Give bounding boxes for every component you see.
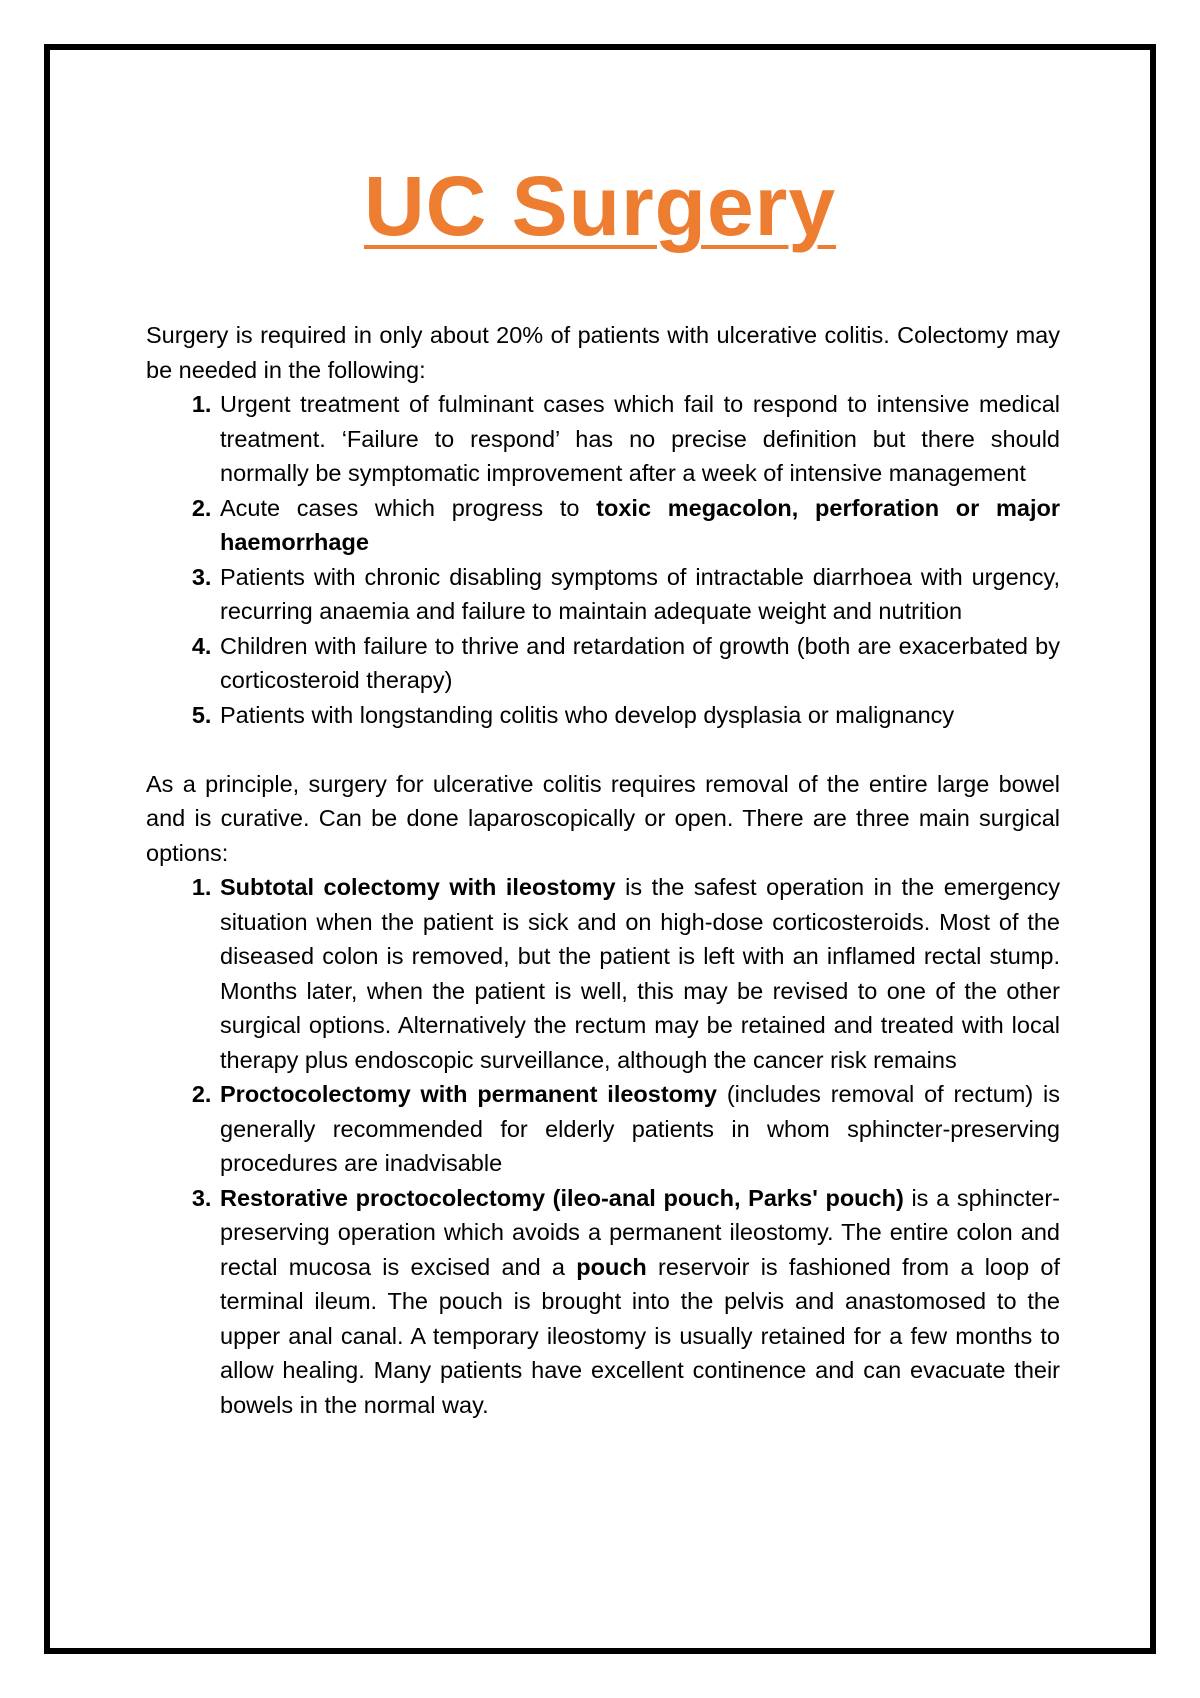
intro-paragraph: Surgery is required in only about 20% of patients with ulcerative colitis. Colectomy may be needed in the following: xyxy=(146,322,1060,383)
list-item: 4. Children with failure to thrive and retardation of growth (both are exacerbated by corticosteroid therapy) xyxy=(218,629,1060,698)
list-item: 1. Subtotal colectomy with ileostomy is the safest operation in the emergency situation when the patient is sick and on high-dose corticosteroids. Most of the diseased colon is removed, but the patient is left with an inflamed rectal stump. Months later, when the patient is well, this may be revised to one of the other surgical options. Alternatively the rectum may be retained and treated with local therapy plus endoscopic surveillance, although the cancer risk remains xyxy=(218,870,1060,1077)
list-item: 2. Acute cases which progress to toxic megacolon, perforation or major haemorrhage xyxy=(218,491,1060,560)
list-item: 5. Patients with longstanding colitis who develop dysplasia or malignancy xyxy=(218,698,1060,733)
paragraph-spacer xyxy=(146,732,1060,767)
document-body xyxy=(146,318,1060,1422)
principle-paragraph: As a principle, surgery for ulcerative colitis requires removal of the entire large bowel and is curative. Can be done laparoscopically or open. There are three main surgical options: xyxy=(146,770,1060,866)
indications-list xyxy=(146,387,1060,732)
list-item: 3. Patients with chronic disabling symptoms of intractable diarrhoea with urgency, recurring anaemia and failure to maintain adequate weight and nutrition xyxy=(218,560,1060,629)
page-title: UC Surgery xyxy=(363,159,837,253)
list-item: 3. Restorative proctocolectomy (ileo-anal pouch, Parks' pouch) is a sphincter-preserving operation which avoids a permanent ileostomy. The entire colon and rectal mucosa is excised and a pouch reservoir is fashioned from a loop of terminal ileum. The pouch is brought into the pelvis and anastomosed to the upper anal canal. A temporary ileostomy is usually retained for a few months to allow healing. Many patients have excellent continence and can evacuate their bowels in the normal way. xyxy=(218,1181,1060,1423)
list-item: 2. Proctocolectomy with permanent ileostomy (includes removal of rectum) is generally recommended for elderly patients in whom sphincter-preserving procedures are inadvisable xyxy=(218,1077,1060,1181)
surgical-options-list xyxy=(146,870,1060,1422)
list-item: 1. Urgent treatment of fulminant cases which fail to respond to intensive medical treatment. ‘Failure to respond’ has no precise definition but there should normally be symptomatic improvement after a week of intensive management xyxy=(218,387,1060,491)
